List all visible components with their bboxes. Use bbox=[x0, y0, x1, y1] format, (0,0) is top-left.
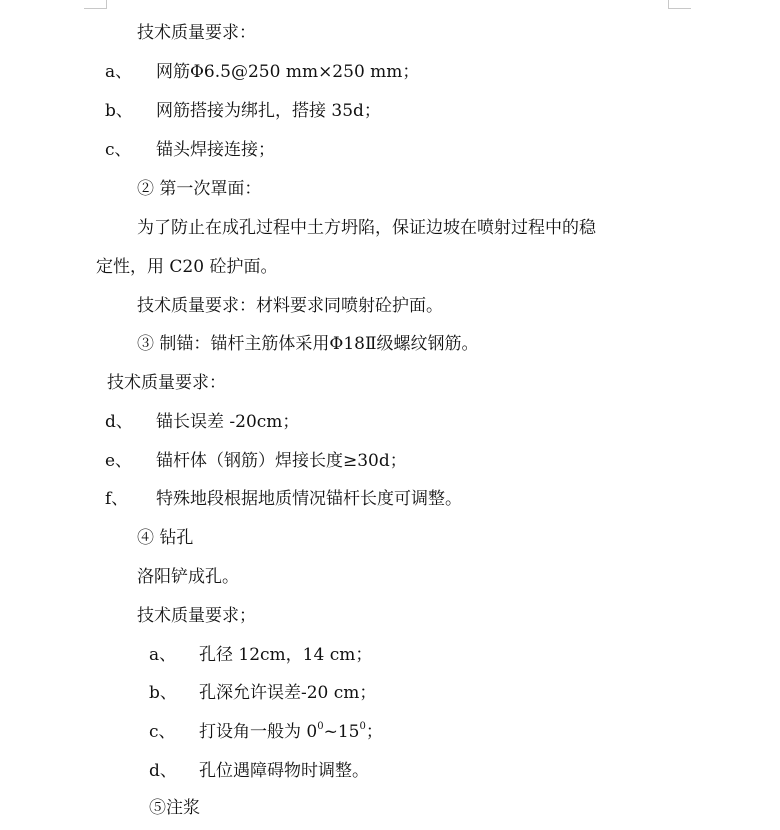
drill-angle-text-b: ~15 bbox=[323, 722, 360, 742]
heading-first-cover: ② 第一次罩面： bbox=[137, 179, 262, 199]
page-corner-mark-right bbox=[668, 0, 691, 9]
paragraph-cover-body-2: 定性，用 C20 砼护面。 bbox=[96, 257, 278, 277]
list-item-hole-depth: 孔深允许误差-20 cm； bbox=[199, 683, 377, 703]
list-label-a: a、 bbox=[105, 62, 133, 82]
list-label-c-2: c、 bbox=[149, 722, 176, 742]
degree-superscript-a: 0 bbox=[317, 721, 324, 733]
heading-grouting: ⑤注浆 bbox=[149, 798, 200, 818]
paragraph-drilling-method: 洛阳铲成孔。 bbox=[137, 567, 239, 587]
heading-make-anchor: ③ 制锚：锚杆主筋体采用Φ18Ⅱ级螺纹钢筋。 bbox=[137, 334, 479, 354]
list-label-e: e、 bbox=[105, 451, 133, 471]
paragraph-tech-quality-1: 技术质量要求： bbox=[137, 23, 256, 43]
list-item-mesh-rebar: 网筋Φ6.5@250 mm×250 mm； bbox=[156, 62, 420, 82]
paragraph-tech-quality-3: 技术质量要求： bbox=[107, 373, 226, 393]
degree-superscript-b: 0 bbox=[359, 721, 366, 733]
list-label-d: d、 bbox=[105, 412, 133, 432]
paragraph-tech-quality-4: 技术质量要求； bbox=[137, 606, 256, 626]
page-corner-mark-left bbox=[84, 0, 107, 9]
list-label-a-2: a、 bbox=[149, 645, 177, 665]
heading-drilling: ④ 钻孔 bbox=[137, 528, 194, 548]
list-item-anchor-weld: 锚头焊接连接； bbox=[156, 140, 275, 160]
list-label-d-2: d、 bbox=[149, 761, 177, 781]
paragraph-tech-quality-2: 技术质量要求：材料要求同喷射砼护面。 bbox=[137, 296, 443, 316]
list-item-anchor-length-error: 锚长误差 -20cm； bbox=[156, 412, 300, 432]
paragraph-cover-body-1: 为了防止在成孔过程中土方坍陷，保证边坡在喷射过程中的稳 bbox=[137, 218, 596, 238]
list-label-b: b、 bbox=[105, 101, 133, 121]
list-item-weld-length: 锚杆体（钢筋）焊接长度≥30d； bbox=[156, 451, 407, 471]
drill-angle-text-a: 打设角一般为 0 bbox=[199, 722, 318, 742]
list-item-obstacle-adjust: 孔位遇障碍物时调整。 bbox=[199, 761, 369, 781]
list-item-mesh-lap: 网筋搭接为绑扎，搭接 35d； bbox=[156, 101, 381, 121]
list-item-drill-angle bbox=[199, 721, 383, 743]
list-label-f: f、 bbox=[105, 489, 129, 509]
list-label-c: c、 bbox=[105, 140, 132, 160]
list-item-special-section: 特殊地段根据地质情况锚杆长度可调整。 bbox=[156, 489, 462, 509]
list-item-hole-diameter: 孔径 12cm，14 cm； bbox=[199, 645, 373, 665]
drill-angle-text-c: ； bbox=[365, 722, 383, 742]
list-label-b-2: b、 bbox=[149, 683, 177, 703]
